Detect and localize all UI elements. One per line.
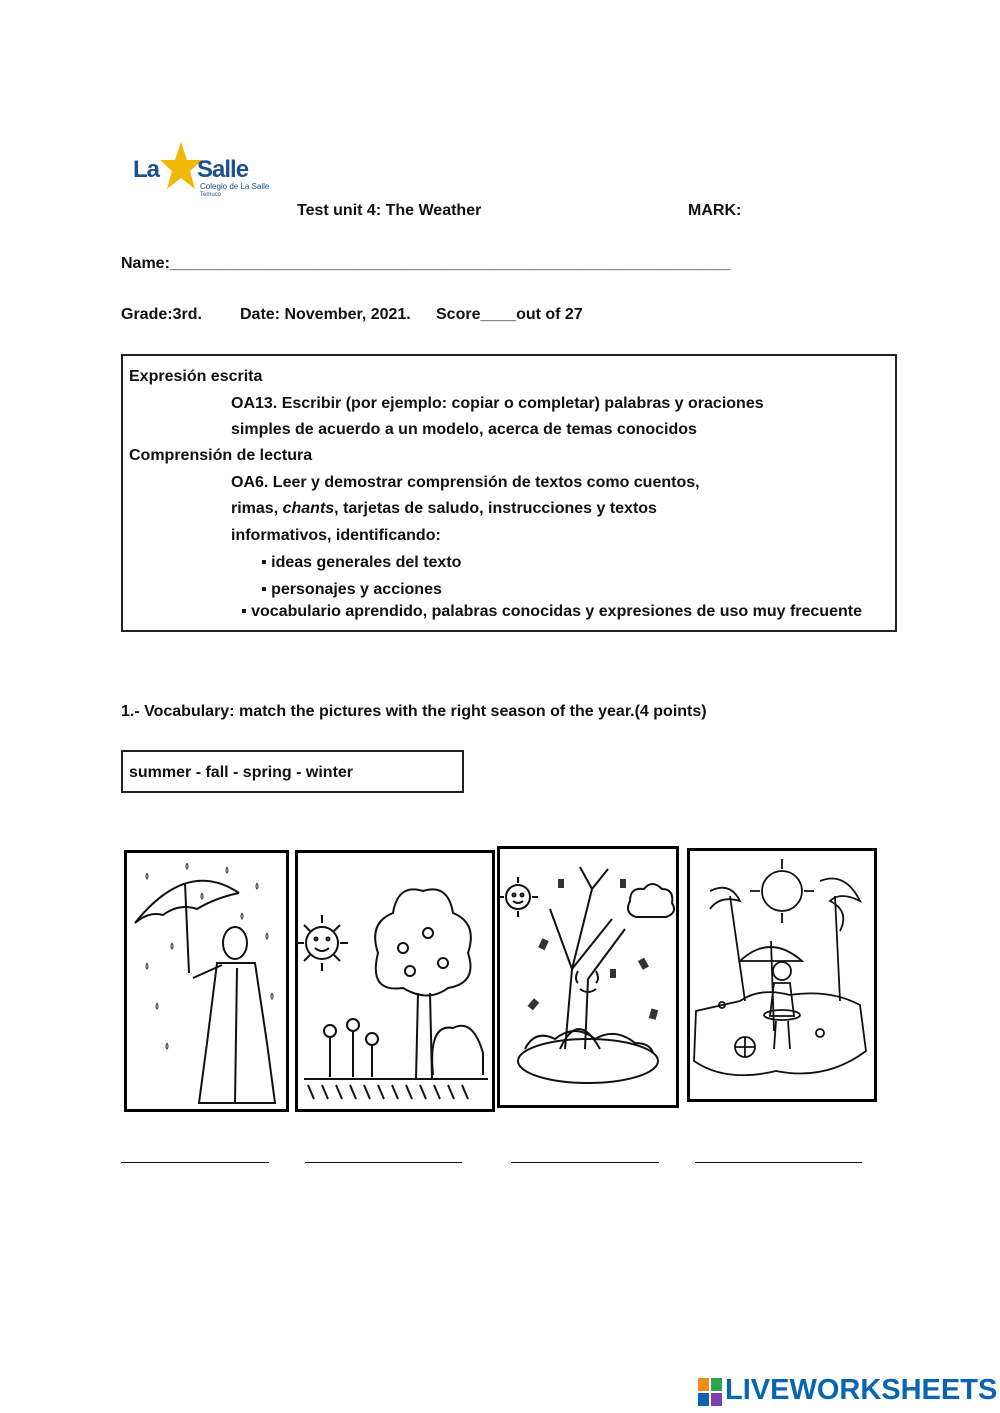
rain-umbrella-picture: [124, 850, 289, 1112]
logo-text-la: La: [133, 156, 160, 183]
answer-line-4[interactable]: [695, 1162, 862, 1163]
score-field[interactable]: Score____out of 27: [436, 306, 583, 323]
oa6-line1: OA6. Leer y demostrar comprensión de textos como cuentos,: [231, 474, 700, 491]
logo-subtitle: Colegio de La Salle: [200, 182, 270, 191]
summer-drawing: [690, 851, 874, 1099]
oa6-line2-chants: chants: [282, 500, 335, 517]
flowers-sun-tree-picture: [295, 850, 495, 1112]
exercise1-instruction: 1.- Vocabulary: match the pictures with the right season of the year.(4 points): [121, 703, 707, 720]
la-salle-logo: [133, 142, 283, 204]
fall-drawing: [500, 849, 676, 1105]
rain-umbrella-drawing: [127, 853, 286, 1109]
oa6-line3: informativos, identificando:: [231, 527, 441, 544]
bullet-item: ▪ ideas generales del texto: [261, 554, 462, 571]
word-bank: summer - fall - spring - winter: [129, 764, 354, 781]
heading-comprension-lectura: Comprensión de lectura: [129, 447, 313, 464]
bullet-item: ▪ vocabulario aprendido, palabras conocidas y expresiones de uso muy frecuente: [241, 603, 862, 620]
name-field[interactable]: Name:_______________________________________________________________: [121, 255, 731, 272]
answer-line-2[interactable]: [305, 1162, 462, 1163]
logo-text-salle: Salle: [197, 156, 249, 183]
liveworksheets-logo: [698, 1374, 998, 1410]
test-title: Test unit 4: The Weather: [297, 202, 482, 219]
grade-label: Grade:3rd.: [121, 306, 202, 323]
spring-drawing: [298, 853, 492, 1109]
oa13-line2: simples de acuerdo a un modelo, acerca de temas conocidos: [231, 421, 697, 438]
heading-expresion-escrita: Expresión escrita: [129, 368, 263, 385]
falling-leaves-tree-picture: [497, 846, 679, 1108]
answer-line-3[interactable]: [511, 1162, 659, 1163]
logo-city: Temuco: [200, 192, 222, 198]
mark-label: MARK:: [688, 202, 742, 219]
oa6-line2-start: rimas,: [231, 500, 283, 517]
beach-girl-palms-picture: [687, 848, 877, 1102]
oa6-line2-end: , tarjetas de saludo, instrucciones y textos: [334, 500, 657, 517]
oa6-line2: [231, 500, 657, 518]
star-icon: [160, 142, 202, 190]
bullet-item: ▪ personajes y acciones: [261, 581, 442, 598]
oa13-line1: OA13. Escribir (por ejemplo: copiar o completar) palabras y oraciones: [231, 395, 764, 412]
liveworksheets-cube-icon: [698, 1378, 722, 1406]
date-label: Date: November, 2021.: [240, 306, 411, 323]
liveworksheets-wordmark: LIVEWORKSHEETS: [725, 1374, 998, 1406]
answer-line-1[interactable]: [121, 1162, 269, 1163]
